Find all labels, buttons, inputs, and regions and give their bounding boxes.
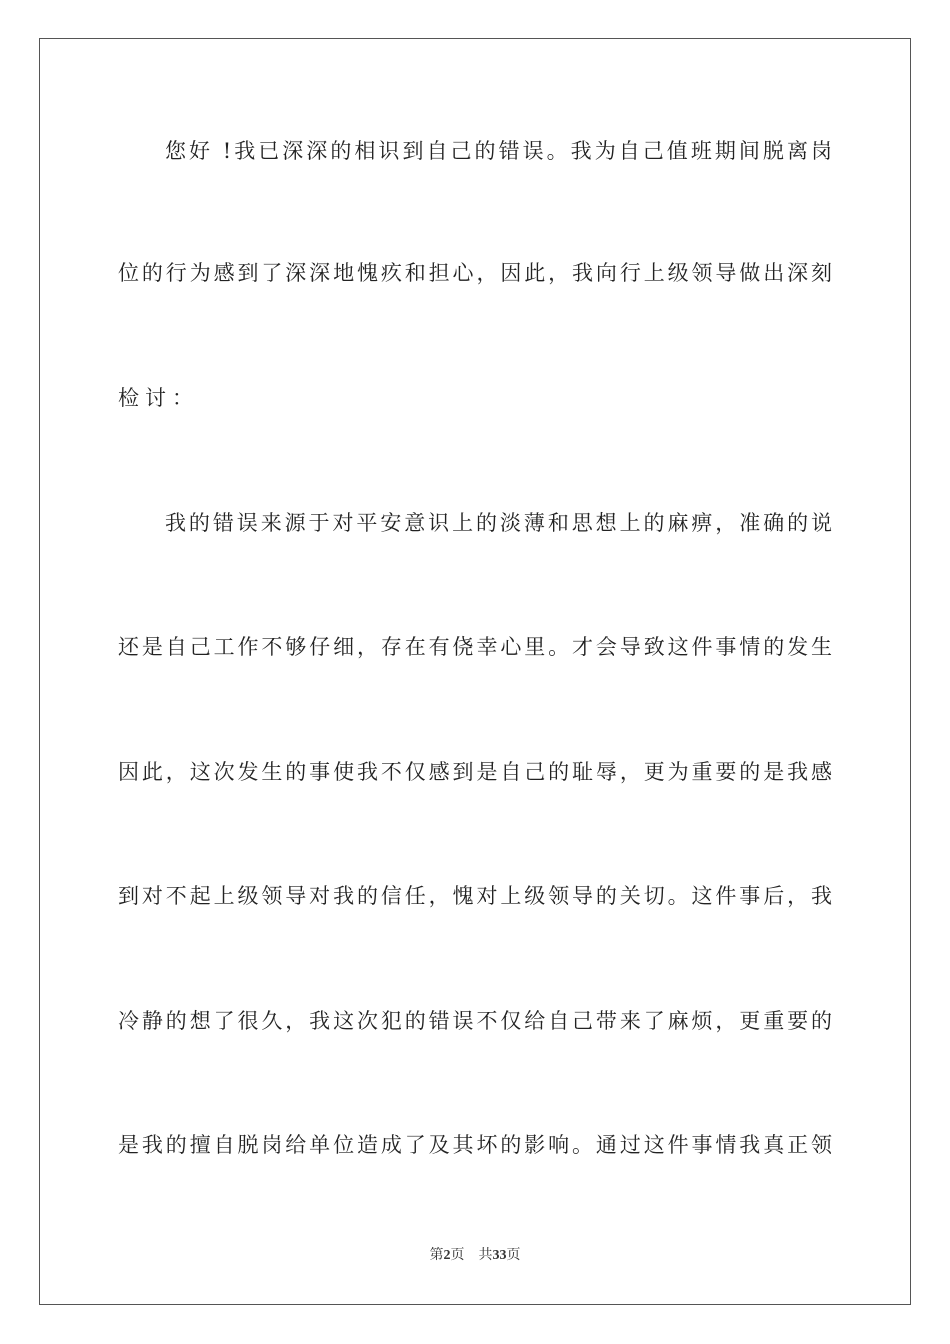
total-prefix: 共 xyxy=(478,1247,493,1263)
total-page-count: 33 xyxy=(492,1248,507,1263)
paragraph-1-line-2: 位的行为感到了深深地愧疚和担心，因此，我向行上级领导做出深刻 xyxy=(118,261,832,285)
paragraph-2-line-1: 我的错误来源于对平安意识上的淡薄和思想上的麻痹，准确的说 xyxy=(165,511,832,535)
page-border xyxy=(39,38,911,1305)
paragraph-2-line-6: 是我的擅自脱岗给单位造成了及其坏的影响。通过这件事情我真正领 xyxy=(118,1133,832,1157)
paragraph-1-line-1: 您好 !我已深深的相识到自己的错误。我为自己值班期间脱离岗 xyxy=(165,139,832,163)
page-unit: 页 xyxy=(450,1247,465,1263)
page-footer xyxy=(0,1245,950,1266)
paragraph-2-line-4: 到对不起上级领导对我的信任，愧对上级领导的关切。这件事后，我 xyxy=(118,884,832,908)
page-prefix: 第 xyxy=(429,1247,444,1263)
paragraph-2-line-5: 冷静的想了很久，我这次犯的错误不仅给自己带来了麻烦，更重要的 xyxy=(118,1009,832,1033)
paragraph-2-line-3: 因此，这次发生的事使我不仅感到是自己的耻辱，更为重要的是我感 xyxy=(118,760,832,784)
total-unit: 页 xyxy=(506,1247,521,1263)
paragraph-2-line-2: 还是自己工作不够仔细，存在有侥幸心里。才会导致这件事情的发生 xyxy=(118,635,832,659)
paragraph-1-line-3: 检讨： xyxy=(118,386,199,410)
current-page-number: 2 xyxy=(443,1248,451,1263)
